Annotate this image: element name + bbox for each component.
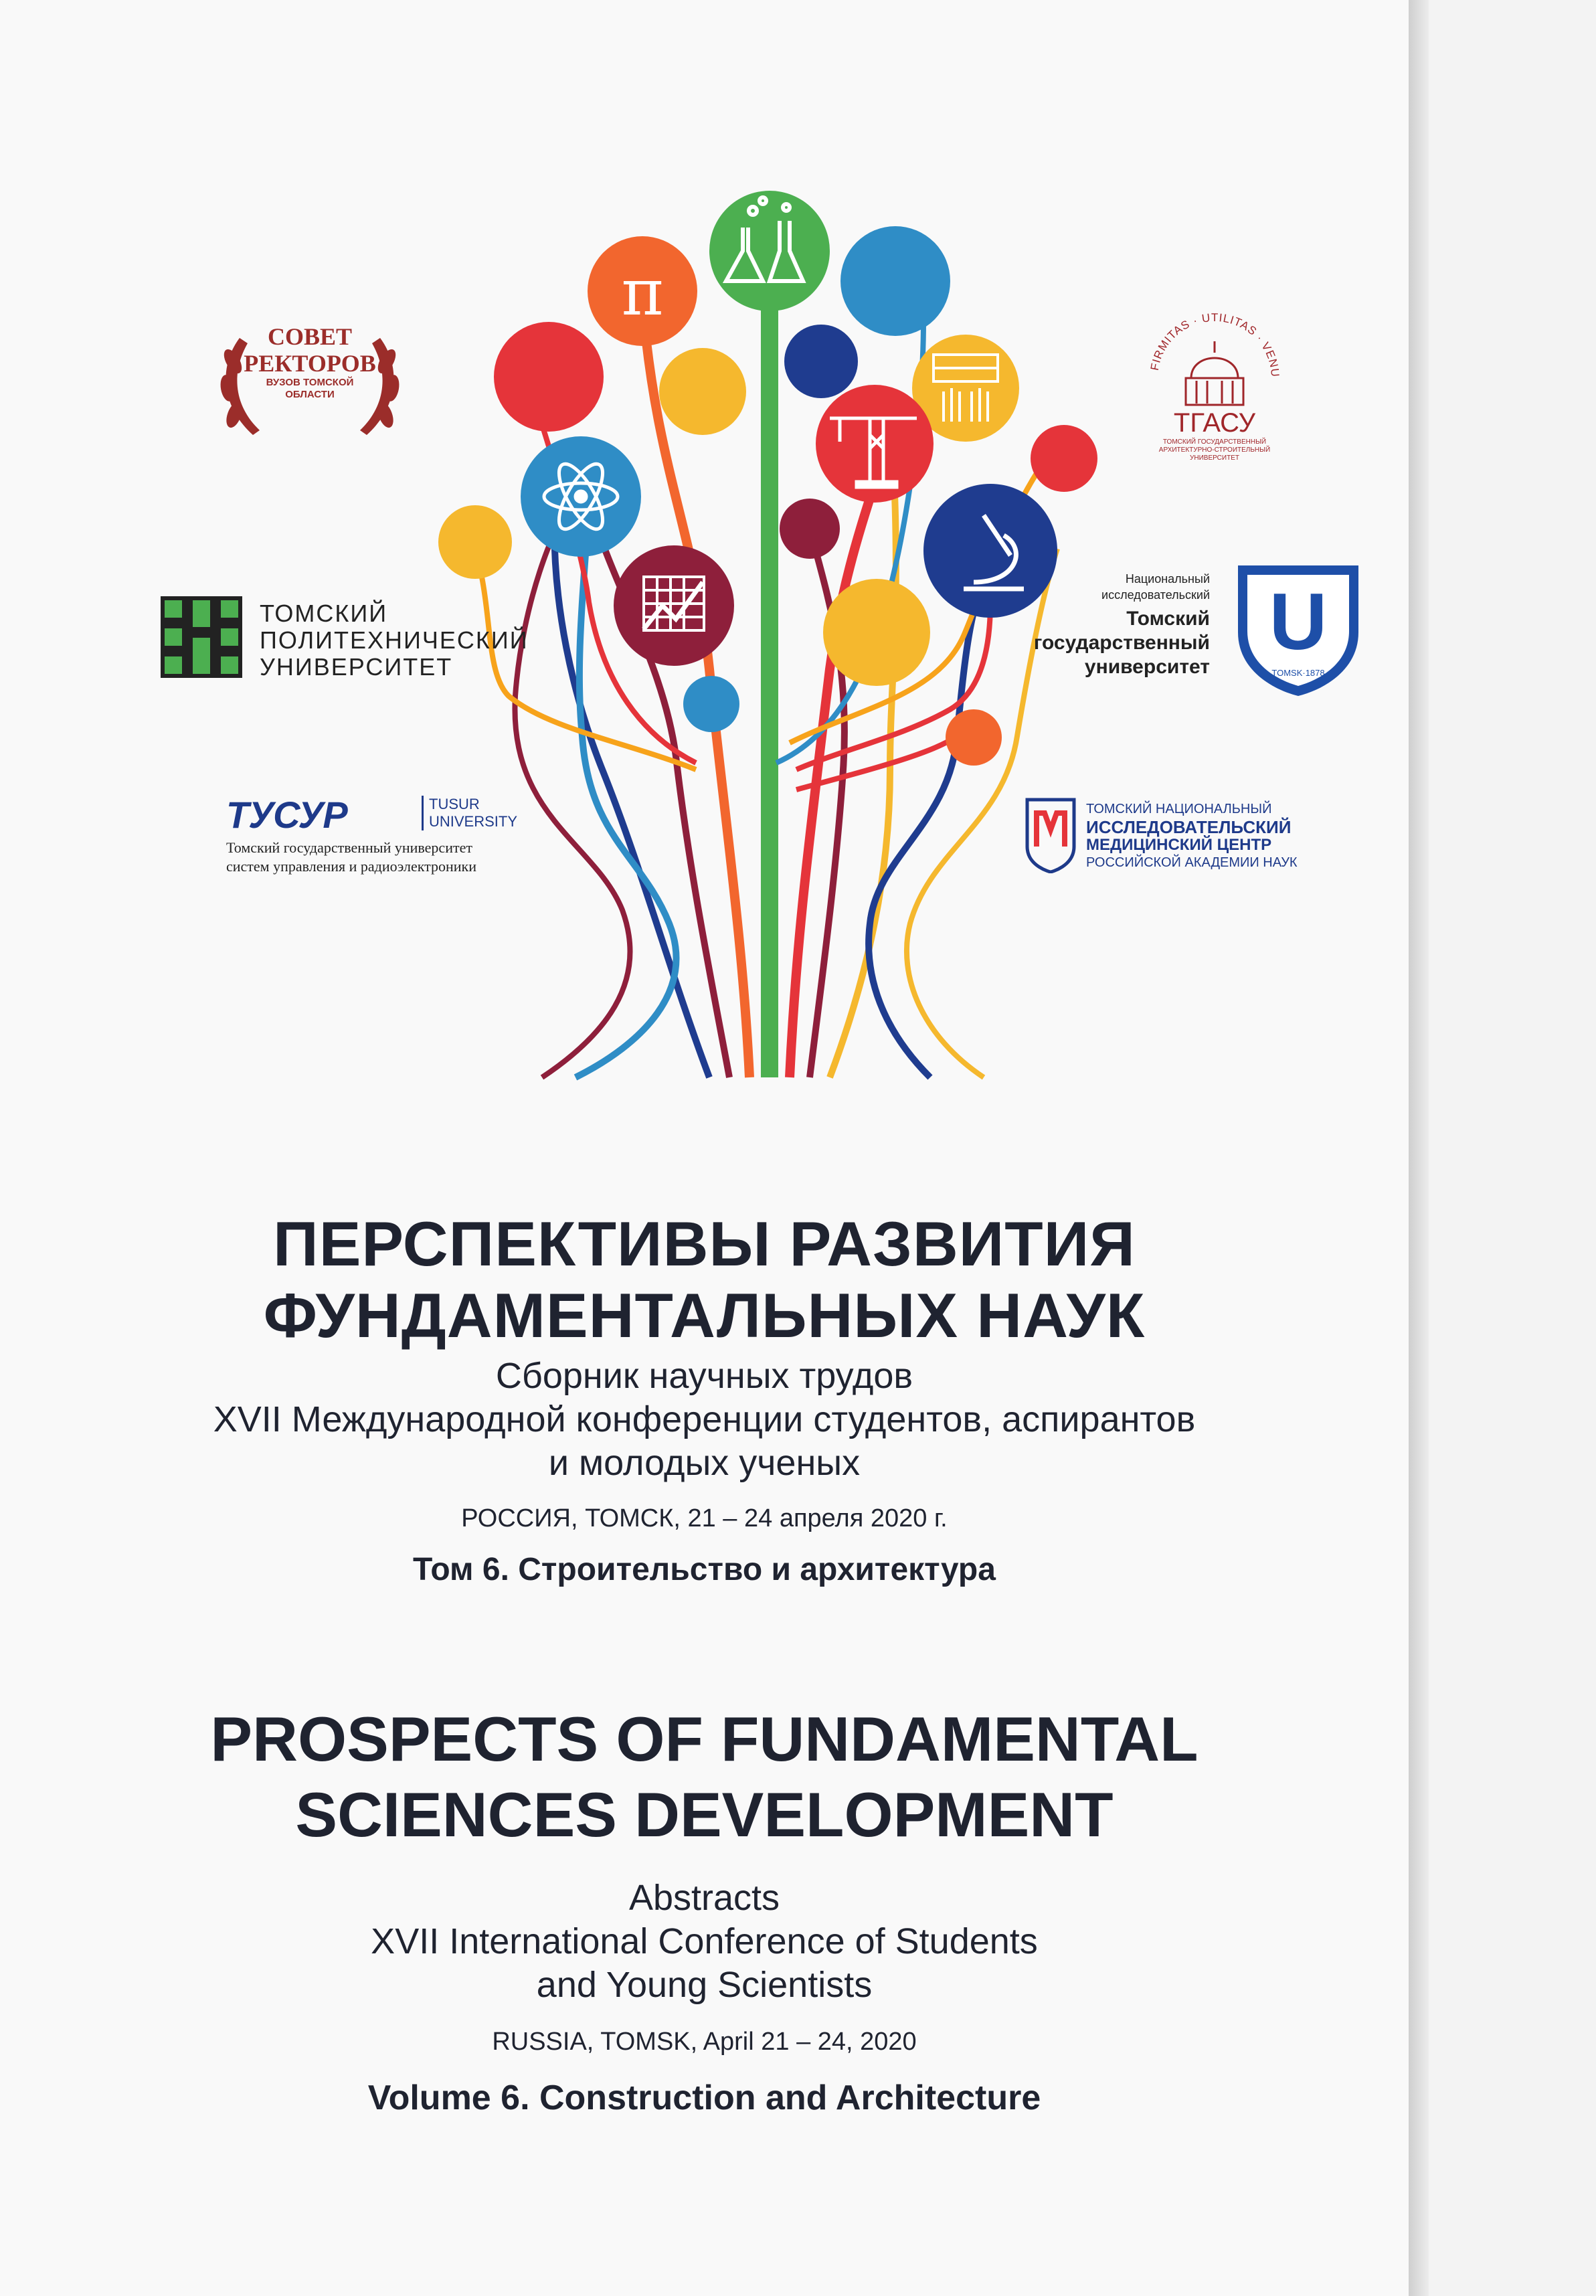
laurel-wreath-icon [213,311,407,445]
tsu-big-2: государственный [1033,632,1210,654]
tree-circle [840,226,950,336]
med-line-2b: МЕДИЦИНСКИЙ ЦЕНТР [1086,836,1272,854]
tgasu-sub-1: ТОМСКИЙ ГОСУДАРСТВЕННЫЙ [1162,438,1267,446]
med-line-3: РОССИЙСКОЙ АКАДЕМИИ НАУК [1086,855,1298,870]
back-cover-edge [1429,0,1596,2296]
tree-circle [784,325,858,398]
med-center-mark-icon [1021,793,1081,873]
tgasu-logo [1138,304,1292,465]
sovet-line-2: РЕКТОРОВ [244,350,376,377]
ru-subtitle-line-2: XVII Международной конференции студентов, аспирантов [213,1399,1196,1439]
en-title-line-2: SCIENCES DEVELOPMENT [295,1779,1114,1850]
tpu-logo [161,592,535,686]
tree-circle [946,709,1002,766]
tree-circle [683,676,739,732]
tgasu-motto: FIRMITAS · UTILITAS · VENU [1148,311,1282,378]
ru-subtitle-line-1: Сборник научных трудов [495,1356,913,1396]
tsu-letter: U [1269,577,1328,667]
tsu-big-3: университет [1084,656,1210,678]
tree-circle [659,348,746,435]
tgasu-emblem-icon [1138,304,1292,465]
tusur-brand: ТУСУР [226,794,347,836]
tgasu-name: ТГАСУ [1173,408,1256,438]
tsu-shield-icon [1231,552,1365,699]
sovet-line-1: СОВЕТ [267,323,353,350]
tgasu-sub-2: АРХИТЕКТУРНО-СТРОИТЕЛЬНЫЙ [1158,446,1271,454]
tusur-logo [226,793,574,880]
med-line-2: ИССЛЕДОВАТЕЛЬСКИЙ [1086,817,1292,837]
tusur-uni-1: TUSUR [429,796,480,812]
tsu-badge: TOMSK·1878 [1271,668,1325,678]
med-center-logo [1021,793,1328,880]
tgasu-sub-3: УНИВЕРСИТЕТ [1190,454,1239,462]
tsu-big-1: Томский [1126,608,1210,630]
tpu-line-2: ПОЛИТЕХНИЧЕСКИЙ [260,626,529,654]
ru-place-date: РОССИЯ, ТОМСК, 21 – 24 апреля 2020 г. [461,1504,948,1532]
en-place-date: RUSSIA, TOMSK, April 21 – 24, 2020 [492,2028,917,2056]
tree-circle [823,579,930,686]
med-line-1: ТОМСКИЙ НАЦИОНАЛЬНЫЙ [1086,802,1272,816]
tsu-small-1: Национальный [1125,572,1210,586]
tree-circle [494,322,604,432]
ru-volume: Том 6. Строительство и архитектура [413,1552,996,1587]
en-subtitle-line-1: Abstracts [628,1878,780,1918]
tree-circle [438,505,512,579]
svg-text:FIRMITAS · UTILITAS · VENUSTAS [1138,304,1281,378]
sovet-rektorov-logo [213,311,407,445]
cover-edge-shadow [1409,0,1429,2296]
en-subtitle-line-3: and Young Scientists [536,1965,873,2005]
tree-circle [780,499,840,559]
ru-title-line-2: ФУНДАМЕНТАЛЬНЫХ НАУК [263,1280,1146,1350]
sovet-line-3: ВУЗОВ ТОМСКОЙ [266,377,354,388]
en-title-line-1: PROSPECTS OF FUNDAMENTAL [210,1704,1199,1774]
tpu-line-1: ТОМСКИЙ [260,600,388,627]
sovet-line-4: ОБЛАСТИ [285,389,335,400]
tusur-desc-2: систем управления и радиоэлектроники [226,858,476,875]
tusur-uni-2: UNIVERSITY [429,813,518,830]
en-volume: Volume 6. Construction and Architecture [367,2079,1041,2117]
tree-circle [923,484,1057,618]
pi-icon: π [621,255,664,330]
tpu-mark-icon [161,596,242,678]
tpu-line-3: УНИВЕРСИТЕТ [260,653,453,681]
tree-circle [1031,425,1097,492]
tsu-logo [1033,552,1365,699]
tree-circle [614,545,734,666]
tusur-desc-1: Томский государственный университет [226,839,472,856]
tsu-small-2: исследовательский [1101,588,1210,602]
tree-circle [709,191,830,311]
ru-subtitle-line-3: и молодых ученых [548,1443,861,1483]
en-subtitle-line-2: XVII International Conference of Students [371,1921,1038,1961]
ru-title-line-1: ПЕРСПЕКТИВЫ РАЗВИТИЯ [273,1209,1136,1279]
